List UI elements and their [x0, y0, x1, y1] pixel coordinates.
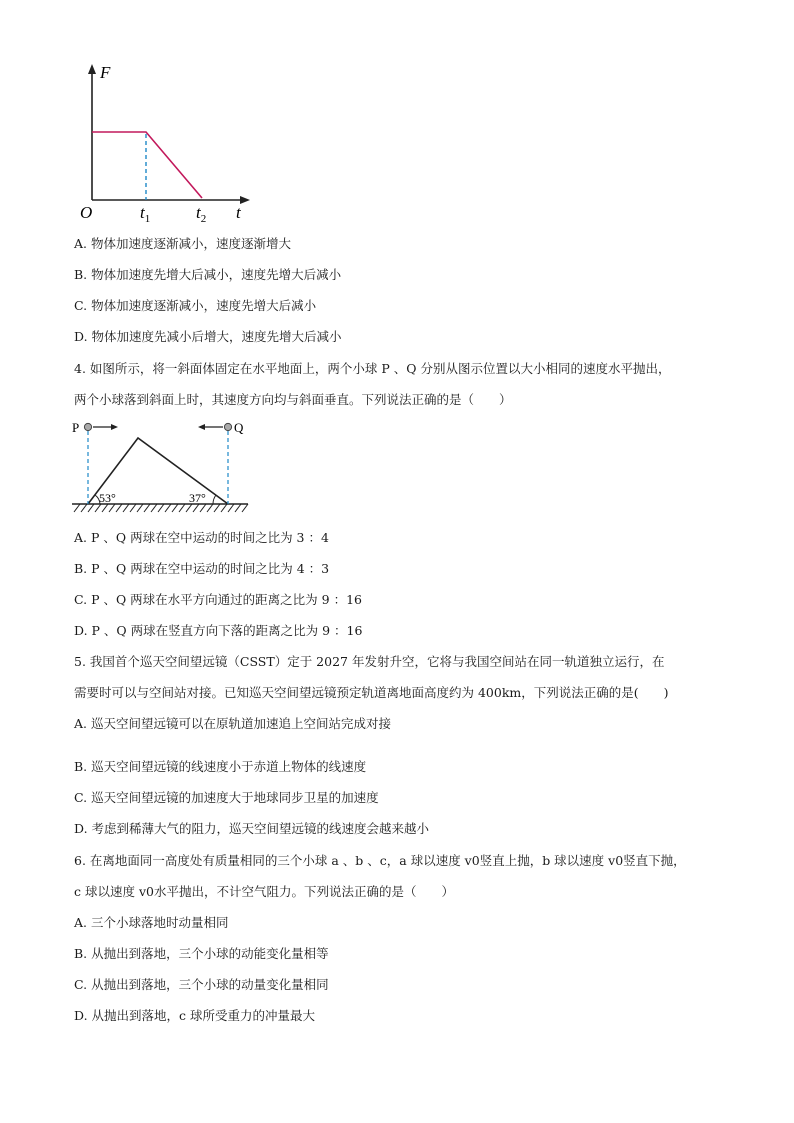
q4-stem-line2: 两个小球落到斜面上时，其速度方向均与斜面垂直。下列说法正确的是（ ）: [74, 392, 512, 407]
q5-option-c: C. 巡天空间望远镜的加速度大于地球同步卫星的加速度: [74, 790, 379, 805]
y-axis-arrow: [88, 64, 96, 74]
x-axis-arrow: [240, 196, 250, 204]
force-line: [92, 132, 202, 198]
q-arrowhead: [198, 424, 205, 430]
ground-hatching: [74, 504, 248, 512]
q6-stem-line1: 6. 在离地面同一高度处有质量相同的三个小球 a 、b 、c，a 球以速度 v0竖直上抛，b 球以速度 v0竖直下抛，: [74, 853, 686, 868]
q4-stem-line1: 4. 如图所示，将一斜面体固定在水平地面上，两个小球 P 、Q 分别从图示位置以大小相同的速度水平抛出，: [74, 361, 671, 376]
tick-t2: $t_2$: [196, 203, 207, 223]
q4-option-d: D. P 、Q 两球在竖直方向下落的距离之比为 9 ：16: [74, 623, 363, 638]
ball-q: [224, 423, 231, 430]
q5-option-b: B. 巡天空间望远镜的线速度小于赤道上物体的线速度: [74, 759, 367, 774]
q3-option-c: C. 物体加速度逐渐减小，速度先增大后减小: [74, 298, 317, 313]
q3-option-a: A. 物体加速度逐渐减小，速度逐渐增大: [74, 236, 291, 251]
x-axis-label: t: [236, 203, 241, 222]
angle-left-label: 53°: [99, 491, 116, 505]
origin-label: O: [80, 203, 93, 222]
force-time-graph: [76, 58, 256, 223]
ball-p: [84, 423, 91, 430]
angle-arc-right: [213, 495, 216, 504]
q6-stem-line2: c 球以速度 v0水平抛出，不计空气阻力。下列说法正确的是（ ）: [74, 884, 454, 899]
q6-option-c: C. 从抛出到落地，三个小球的动量变化量相同: [74, 977, 329, 992]
q4-option-c: C. P 、Q 两球在水平方向通过的距离之比为 9 ：16: [74, 592, 362, 607]
p-arrowhead: [111, 424, 118, 430]
q6-option-a: A. 三个小球落地时动量相同: [74, 915, 229, 930]
q6-option-d: D. 从抛出到落地，c 球所受重力的冲量最大: [74, 1008, 315, 1023]
q6-option-b: B. 从抛出到落地，三个小球的动能变化量相等: [74, 946, 329, 961]
q4-option-b: B. P 、Q 两球在空中运动的时间之比为 4 ：3: [74, 561, 330, 576]
q3-option-b: B. 物体加速度先增大后减小，速度先增大后减小: [74, 267, 342, 282]
tick-t1: $t_1$: [140, 203, 151, 223]
q5-option-d: D. 考虑到稀薄大气的阻力，巡天空间望远镜的线速度会越来越小: [74, 821, 430, 836]
q4-option-a: A. P 、Q 两球在空中运动的时间之比为 3 ：4: [74, 530, 329, 545]
q3-option-d: D. 物体加速度先减小后增大，速度先增大后减小: [74, 329, 342, 344]
incline-figure: [70, 414, 250, 520]
label-q: Q: [234, 420, 244, 435]
q5-option-a: A. 巡天空间望远镜可以在原轨道加速追上空间站完成对接: [74, 716, 391, 731]
angle-right-label: 37°: [189, 491, 206, 505]
label-p: P: [72, 420, 80, 435]
q5-stem-line2: 需要时可以与空间站对接。已知巡天空间望远镜预定轨道离地面高度约为 400km，下列说法正确的是( ): [74, 685, 669, 700]
y-axis-label: F: [100, 63, 111, 82]
q5-stem-line1: 5. 我国首个巡天空间望远镜（CSST）定于 2027 年发射升空，它将与我国空间站在同一轨道独立运行，在: [74, 654, 665, 669]
